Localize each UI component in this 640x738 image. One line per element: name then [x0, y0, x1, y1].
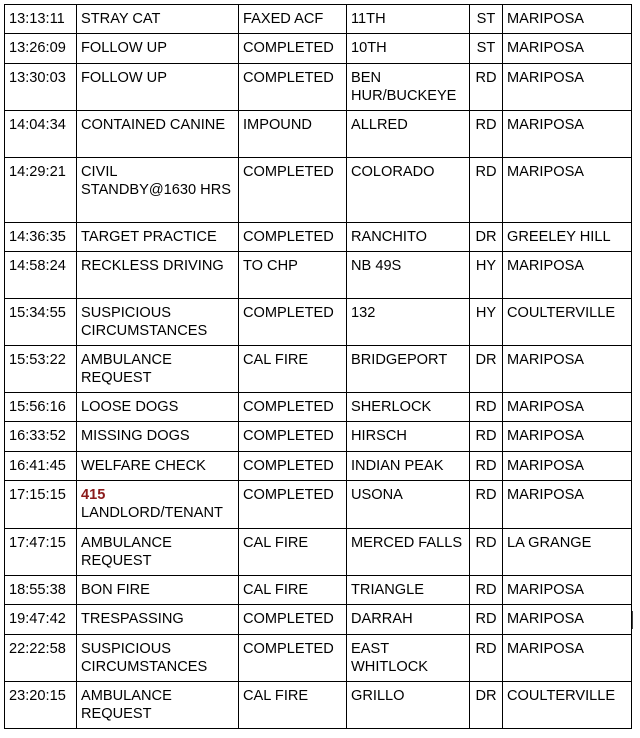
- street-suffix: ST: [476, 11, 496, 27]
- call-type-cell: [77, 393, 239, 422]
- call-disposition: COMPLETED: [243, 40, 334, 56]
- call-type-cell: [77, 422, 239, 452]
- city-name: MARIPOSA: [507, 164, 585, 180]
- call-disposition: COMPLETED: [243, 70, 334, 86]
- call-type: LOOSE DOGS: [81, 399, 179, 415]
- call-type-cell: [77, 605, 239, 635]
- street-name: NB 49S: [351, 258, 402, 274]
- city-name-cell: [503, 576, 632, 605]
- street-name: INDIAN PEAK: [351, 458, 444, 474]
- call-type: TARGET PRACTICE: [81, 229, 217, 245]
- street-suffix-cell: [470, 299, 503, 346]
- street-name-cell: [347, 576, 470, 605]
- call-time: 17:47:15: [9, 535, 66, 551]
- city-name-cell: [503, 481, 632, 529]
- city-name-cell: [503, 393, 632, 422]
- city-name: MARIPOSA: [507, 582, 585, 598]
- street-suffix-cell: [470, 223, 503, 252]
- call-disposition-cell: [239, 223, 347, 252]
- call-time-cell: [5, 64, 77, 111]
- street-name-cell: [347, 5, 470, 34]
- street-name: BEN HUR/BUCKEYE: [351, 70, 457, 104]
- call-type-cell: [77, 576, 239, 605]
- call-disposition-cell: [239, 422, 347, 452]
- city-name: COULTERVILLE: [507, 305, 616, 321]
- call-disposition: COMPLETED: [243, 641, 334, 657]
- street-suffix: RD: [475, 641, 497, 657]
- call-time: 22:22:58: [9, 641, 66, 657]
- call-disposition-cell: [239, 34, 347, 64]
- city-name: MARIPOSA: [507, 641, 585, 657]
- table-row: [5, 111, 632, 158]
- call-time: 19:47:42: [9, 611, 66, 627]
- call-disposition-cell: [239, 481, 347, 529]
- city-name: MARIPOSA: [507, 428, 585, 444]
- call-type: AMBULANCE REQUEST: [81, 688, 172, 722]
- call-disposition-cell: [239, 158, 347, 223]
- call-type: STRAY CAT: [81, 11, 161, 27]
- call-disposition-cell: [239, 452, 347, 481]
- city-name: MARIPOSA: [507, 117, 585, 133]
- call-type: MISSING DOGS: [81, 428, 190, 444]
- call-time: 17:15:15: [9, 487, 66, 503]
- call-type: SUSPICIOUS CIRCUMSTANCES: [81, 305, 208, 339]
- call-type-cell: [77, 635, 239, 682]
- street-suffix-cell: [470, 605, 503, 635]
- city-name: GREELEY HILL: [507, 229, 611, 245]
- city-name: MARIPOSA: [507, 70, 585, 86]
- call-type: FOLLOW UP: [81, 40, 167, 56]
- call-log-table: [4, 4, 632, 729]
- city-name-cell: [503, 635, 632, 682]
- call-type: FOLLOW UP: [81, 70, 167, 86]
- call-type: CONTAINED CANINE: [81, 117, 226, 133]
- street-suffix: ST: [476, 40, 496, 56]
- call-disposition: CAL FIRE: [243, 352, 309, 368]
- call-time: 23:20:15: [9, 688, 66, 704]
- city-name: MARIPOSA: [507, 458, 585, 474]
- city-name: LA GRANGE: [507, 535, 592, 551]
- street-suffix: HY: [475, 258, 497, 274]
- table-row: [5, 452, 632, 481]
- street-name-cell: [347, 34, 470, 64]
- call-type-cell: [77, 34, 239, 64]
- call-disposition: FAXED ACF: [243, 11, 324, 27]
- call-disposition-cell: [239, 605, 347, 635]
- call-time-cell: [5, 34, 77, 64]
- call-time-cell: [5, 481, 77, 529]
- street-name: 10TH: [351, 40, 387, 56]
- street-name-cell: [347, 481, 470, 529]
- call-type: WELFARE CHECK: [81, 458, 206, 474]
- call-time: 14:04:34: [9, 117, 66, 133]
- call-time-cell: [5, 5, 77, 34]
- call-time: 18:55:38: [9, 582, 66, 598]
- street-suffix-cell: [470, 346, 503, 393]
- street-name-cell: [347, 299, 470, 346]
- table-row: [5, 158, 632, 223]
- street-suffix-cell: [470, 64, 503, 111]
- call-disposition: TO CHP: [243, 258, 298, 274]
- call-disposition-cell: [239, 252, 347, 299]
- street-suffix: RD: [475, 611, 497, 627]
- city-name: MARIPOSA: [507, 487, 585, 503]
- call-disposition-cell: [239, 635, 347, 682]
- city-name: MARIPOSA: [507, 40, 585, 56]
- call-time-cell: [5, 223, 77, 252]
- table-row: [5, 393, 632, 422]
- table-row: [5, 529, 632, 576]
- call-type-cell: [77, 5, 239, 34]
- street-name-cell: [347, 605, 470, 635]
- call-type-cell: [77, 529, 239, 576]
- street-suffix: RD: [475, 535, 497, 551]
- call-type: AMBULANCE REQUEST: [81, 535, 172, 569]
- call-time: 15:34:55: [9, 305, 66, 321]
- city-name-cell: [503, 34, 632, 64]
- call-disposition: COMPLETED: [243, 164, 334, 180]
- city-name: COULTERVILLE: [507, 688, 616, 704]
- city-name-cell: [503, 529, 632, 576]
- street-name-cell: [347, 111, 470, 158]
- street-suffix-cell: [470, 481, 503, 529]
- table-row: [5, 605, 632, 635]
- city-name-cell: [503, 346, 632, 393]
- call-time: 16:41:45: [9, 458, 66, 474]
- table-row: [5, 682, 632, 729]
- city-name-cell: [503, 158, 632, 223]
- street-name: SHERLOCK: [351, 399, 432, 415]
- call-disposition: COMPLETED: [243, 428, 334, 444]
- street-suffix: HY: [475, 305, 497, 321]
- city-name-cell: [503, 299, 632, 346]
- call-time-cell: [5, 452, 77, 481]
- call-type: CIVIL STANDBY@1630 HRS: [81, 164, 231, 198]
- call-time-cell: [5, 299, 77, 346]
- call-time-cell: [5, 158, 77, 223]
- street-name-cell: [347, 393, 470, 422]
- call-log-body: [5, 5, 632, 729]
- street-suffix-cell: [470, 529, 503, 576]
- call-type: LANDLORD/TENANT: [81, 505, 223, 521]
- city-name-cell: [503, 682, 632, 729]
- call-disposition-cell: [239, 64, 347, 111]
- call-disposition: COMPLETED: [243, 229, 334, 245]
- call-disposition: COMPLETED: [243, 458, 334, 474]
- street-name: 132: [351, 305, 376, 321]
- call-disposition: COMPLETED: [243, 399, 334, 415]
- call-disposition-cell: [239, 393, 347, 422]
- street-name-cell: [347, 635, 470, 682]
- table-row: [5, 299, 632, 346]
- call-time-cell: [5, 682, 77, 729]
- call-type: TRESPASSING: [81, 611, 184, 627]
- street-name-cell: [347, 346, 470, 393]
- street-suffix: RD: [475, 582, 497, 598]
- penal-code: 415: [81, 487, 106, 503]
- street-suffix-cell: [470, 422, 503, 452]
- street-suffix: RD: [475, 399, 497, 415]
- call-time: 15:53:22: [9, 352, 66, 368]
- call-type: AMBULANCE REQUEST: [81, 352, 172, 386]
- call-time: 14:29:21: [9, 164, 66, 180]
- call-disposition-cell: [239, 5, 347, 34]
- table-row: [5, 252, 632, 299]
- call-disposition-cell: [239, 576, 347, 605]
- city-name-cell: [503, 252, 632, 299]
- city-name-cell: [503, 422, 632, 452]
- call-type-cell: [77, 346, 239, 393]
- call-time: 15:56:16: [9, 399, 66, 415]
- table-row: [5, 64, 632, 111]
- city-name-cell: [503, 452, 632, 481]
- street-name: 11TH: [351, 11, 386, 27]
- call-time-cell: [5, 393, 77, 422]
- call-time-cell: [5, 605, 77, 635]
- table-row: [5, 481, 632, 529]
- street-name: TRIANGLE: [351, 582, 424, 598]
- table-row: [5, 422, 632, 452]
- street-suffix: RD: [475, 164, 497, 180]
- street-suffix: DR: [475, 229, 497, 245]
- city-name: MARIPOSA: [507, 611, 585, 627]
- table-row: [5, 346, 632, 393]
- street-suffix: RD: [475, 487, 497, 503]
- call-time-cell: [5, 346, 77, 393]
- city-name-cell: [503, 605, 632, 635]
- street-name: GRILLO: [351, 688, 405, 704]
- call-type-cell: [77, 64, 239, 111]
- call-type-cell: [77, 481, 239, 529]
- city-name-cell: [503, 111, 632, 158]
- call-type: SUSPICIOUS CIRCUMSTANCES: [81, 641, 208, 675]
- street-name-cell: [347, 252, 470, 299]
- call-type-cell: [77, 158, 239, 223]
- call-type-cell: [77, 682, 239, 729]
- call-type-cell: [77, 111, 239, 158]
- call-disposition-cell: [239, 299, 347, 346]
- street-name-cell: [347, 64, 470, 111]
- call-disposition: COMPLETED: [243, 305, 334, 321]
- call-time: 13:26:09: [9, 40, 66, 56]
- street-suffix: DR: [475, 688, 497, 704]
- street-suffix: RD: [475, 117, 497, 133]
- call-time-cell: [5, 529, 77, 576]
- street-suffix-cell: [470, 158, 503, 223]
- call-disposition: CAL FIRE: [243, 688, 309, 704]
- street-name-cell: [347, 223, 470, 252]
- city-name: MARIPOSA: [507, 399, 585, 415]
- street-suffix: RD: [475, 428, 497, 444]
- street-name: DARRAH: [351, 611, 413, 627]
- table-row: [5, 34, 632, 64]
- call-disposition: COMPLETED: [243, 611, 334, 627]
- call-disposition: COMPLETED: [243, 487, 334, 503]
- city-name: MARIPOSA: [507, 11, 585, 27]
- call-time: 14:36:35: [9, 229, 66, 245]
- table-row: [5, 635, 632, 682]
- call-time-cell: [5, 111, 77, 158]
- call-disposition: CAL FIRE: [243, 535, 309, 551]
- call-disposition-cell: [239, 111, 347, 158]
- street-suffix-cell: [470, 576, 503, 605]
- street-suffix-cell: [470, 682, 503, 729]
- call-time-cell: [5, 422, 77, 452]
- call-time-cell: [5, 635, 77, 682]
- city-name-cell: [503, 64, 632, 111]
- call-time: 16:33:52: [9, 428, 66, 444]
- street-name-cell: [347, 452, 470, 481]
- call-type-cell: [77, 252, 239, 299]
- street-name: ALLRED: [351, 117, 408, 133]
- street-name: EAST WHITLOCK: [351, 641, 429, 675]
- table-row: [5, 5, 632, 34]
- street-name-cell: [347, 422, 470, 452]
- street-name: BRIDGEPORT: [351, 352, 448, 368]
- call-disposition-cell: [239, 346, 347, 393]
- street-suffix: RD: [475, 458, 497, 474]
- call-type: RECKLESS DRIVING: [81, 258, 224, 274]
- street-suffix-cell: [470, 5, 503, 34]
- city-name: MARIPOSA: [507, 258, 585, 274]
- call-disposition: CAL FIRE: [243, 582, 309, 598]
- street-name-cell: [347, 158, 470, 223]
- city-name-cell: [503, 223, 632, 252]
- street-suffix-cell: [470, 34, 503, 64]
- street-name-cell: [347, 682, 470, 729]
- street-name: COLORADO: [351, 164, 435, 180]
- call-time-cell: [5, 252, 77, 299]
- call-time: 13:30:03: [9, 70, 66, 86]
- table-row: [5, 223, 632, 252]
- street-suffix-cell: [470, 252, 503, 299]
- city-name-cell: [503, 5, 632, 34]
- street-suffix-cell: [470, 452, 503, 481]
- street-suffix-cell: [470, 393, 503, 422]
- call-type-cell: [77, 223, 239, 252]
- call-time-cell: [5, 576, 77, 605]
- call-type-cell: [77, 452, 239, 481]
- street-name: RANCHITO: [351, 229, 427, 245]
- text-cursor: [632, 611, 633, 629]
- call-type: BON FIRE: [81, 582, 150, 598]
- call-disposition-cell: [239, 682, 347, 729]
- street-name: HIRSCH: [351, 428, 407, 444]
- call-disposition-cell: [239, 529, 347, 576]
- street-suffix: DR: [475, 352, 497, 368]
- street-suffix-cell: [470, 635, 503, 682]
- street-name: USONA: [351, 487, 403, 503]
- table-row: [5, 576, 632, 605]
- call-time: 13:13:11: [9, 11, 65, 27]
- call-time: 14:58:24: [9, 258, 66, 274]
- call-type-cell: [77, 299, 239, 346]
- street-suffix: RD: [475, 70, 497, 86]
- city-name: MARIPOSA: [507, 352, 585, 368]
- street-name-cell: [347, 529, 470, 576]
- call-disposition: IMPOUND: [243, 117, 312, 133]
- street-name: MERCED FALLS: [351, 535, 463, 551]
- street-suffix-cell: [470, 111, 503, 158]
